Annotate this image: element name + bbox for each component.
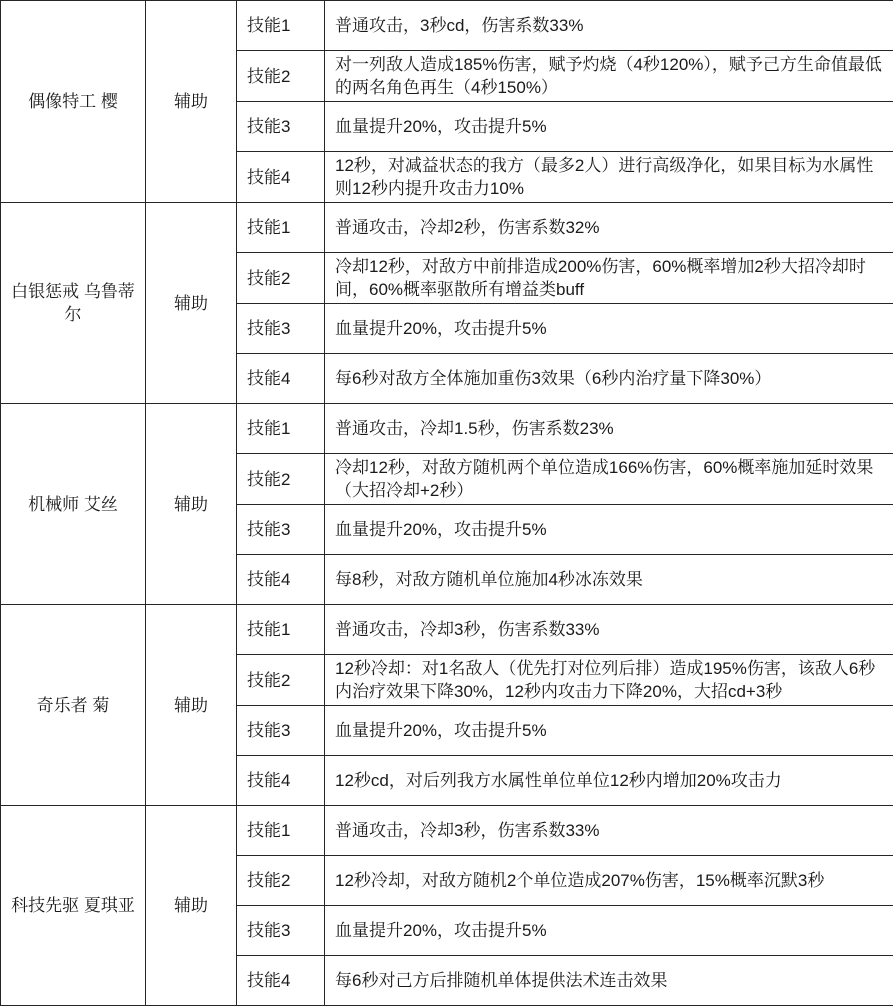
skill-description: 12秒冷却，对敌方随机2个单位造成207%伤害，15%概率沉默3秒 [325, 856, 893, 906]
table-row [1, 605, 893, 655]
skill-description: 冷却12秒，对敌方随机两个单位造成166%伤害，60%概率施加延时效果（大招冷却+2秒） [325, 454, 893, 505]
skill-label: 技能3 [237, 906, 325, 956]
skill-label: 技能2 [237, 856, 325, 906]
skill-description: 每8秒，对敌方随机单位施加4秒冰冻效果 [325, 555, 893, 605]
character-role: 辅助 [146, 806, 237, 1006]
character-section [1, 404, 893, 605]
character-role: 辅助 [146, 203, 237, 404]
character-name: 偶像特工 樱 [1, 1, 146, 203]
character-role: 辅助 [146, 404, 237, 605]
character-section [1, 1, 893, 203]
character-name: 奇乐者 菊 [1, 605, 146, 806]
skill-description: 普通攻击，冷却3秒，伤害系数33% [325, 605, 893, 655]
table-row [1, 1, 893, 51]
skill-description: 对一列敌人造成185%伤害，赋予灼烧（4秒120%），赋予己方生命值最低的两名角色再生（4秒150%） [325, 51, 893, 102]
skill-label: 技能2 [237, 253, 325, 304]
skill-label: 技能4 [237, 555, 325, 605]
character-section [1, 605, 893, 806]
skill-description: 普通攻击，冷却1.5秒，伤害系数23% [325, 404, 893, 454]
character-role: 辅助 [146, 1, 237, 203]
skill-description: 血量提升20%，攻击提升5% [325, 505, 893, 555]
skill-description: 血量提升20%，攻击提升5% [325, 304, 893, 354]
skill-label: 技能2 [237, 655, 325, 706]
skill-description: 12秒冷却：对1名敌人（优先打对位列后排）造成195%伤害，该敌人6秒内治疗效果下降30%，12秒内攻击力下降20%，大招cd+3秒 [325, 655, 893, 706]
skill-label: 技能4 [237, 756, 325, 806]
skill-label: 技能3 [237, 304, 325, 354]
character-section [1, 806, 893, 1006]
character-name: 白银惩戒 乌鲁蒂尔 [1, 203, 146, 404]
skill-label: 技能1 [237, 404, 325, 454]
character-name: 科技先驱 夏琪亚 [1, 806, 146, 1006]
skill-description: 普通攻击，冷却3秒，伤害系数33% [325, 806, 893, 856]
skill-description: 12秒，对减益状态的我方（最多2人）进行高级净化，如果目标为水属性则12秒内提升攻击力10% [325, 152, 893, 203]
skill-description: 血量提升20%，攻击提升5% [325, 906, 893, 956]
skill-description: 血量提升20%，攻击提升5% [325, 102, 893, 152]
skill-label: 技能1 [237, 203, 325, 253]
table-row [1, 404, 893, 454]
table-row [1, 806, 893, 856]
skill-label: 技能3 [237, 505, 325, 555]
character-section [1, 203, 893, 404]
skill-label: 技能2 [237, 454, 325, 505]
skill-label: 技能1 [237, 806, 325, 856]
skill-label: 技能3 [237, 102, 325, 152]
character-name: 机械师 艾丝 [1, 404, 146, 605]
skill-label: 技能4 [237, 354, 325, 404]
skill-description: 12秒cd，对后列我方水属性单位单位12秒内增加20%攻击力 [325, 756, 893, 806]
skill-label: 技能2 [237, 51, 325, 102]
skill-label: 技能1 [237, 1, 325, 51]
skill-label: 技能3 [237, 706, 325, 756]
skill-label: 技能1 [237, 605, 325, 655]
skill-description: 每6秒对敌方全体施加重伤3效果（6秒内治疗量下降30%） [325, 354, 893, 404]
skill-label: 技能4 [237, 152, 325, 203]
skill-description: 冷却12秒，对敌方中前排造成200%伤害，60%概率增加2秒大招冷却时间，60%概率驱散所有增益类buff [325, 253, 893, 304]
skill-description: 血量提升20%，攻击提升5% [325, 706, 893, 756]
skill-description: 普通攻击，冷却2秒，伤害系数32% [325, 203, 893, 253]
table-row [1, 203, 893, 253]
skill-label: 技能4 [237, 956, 325, 1006]
skill-description: 普通攻击，3秒cd，伤害系数33% [325, 1, 893, 51]
character-role: 辅助 [146, 605, 237, 806]
skill-description: 每6秒对己方后排随机单体提供法术连击效果 [325, 956, 893, 1006]
